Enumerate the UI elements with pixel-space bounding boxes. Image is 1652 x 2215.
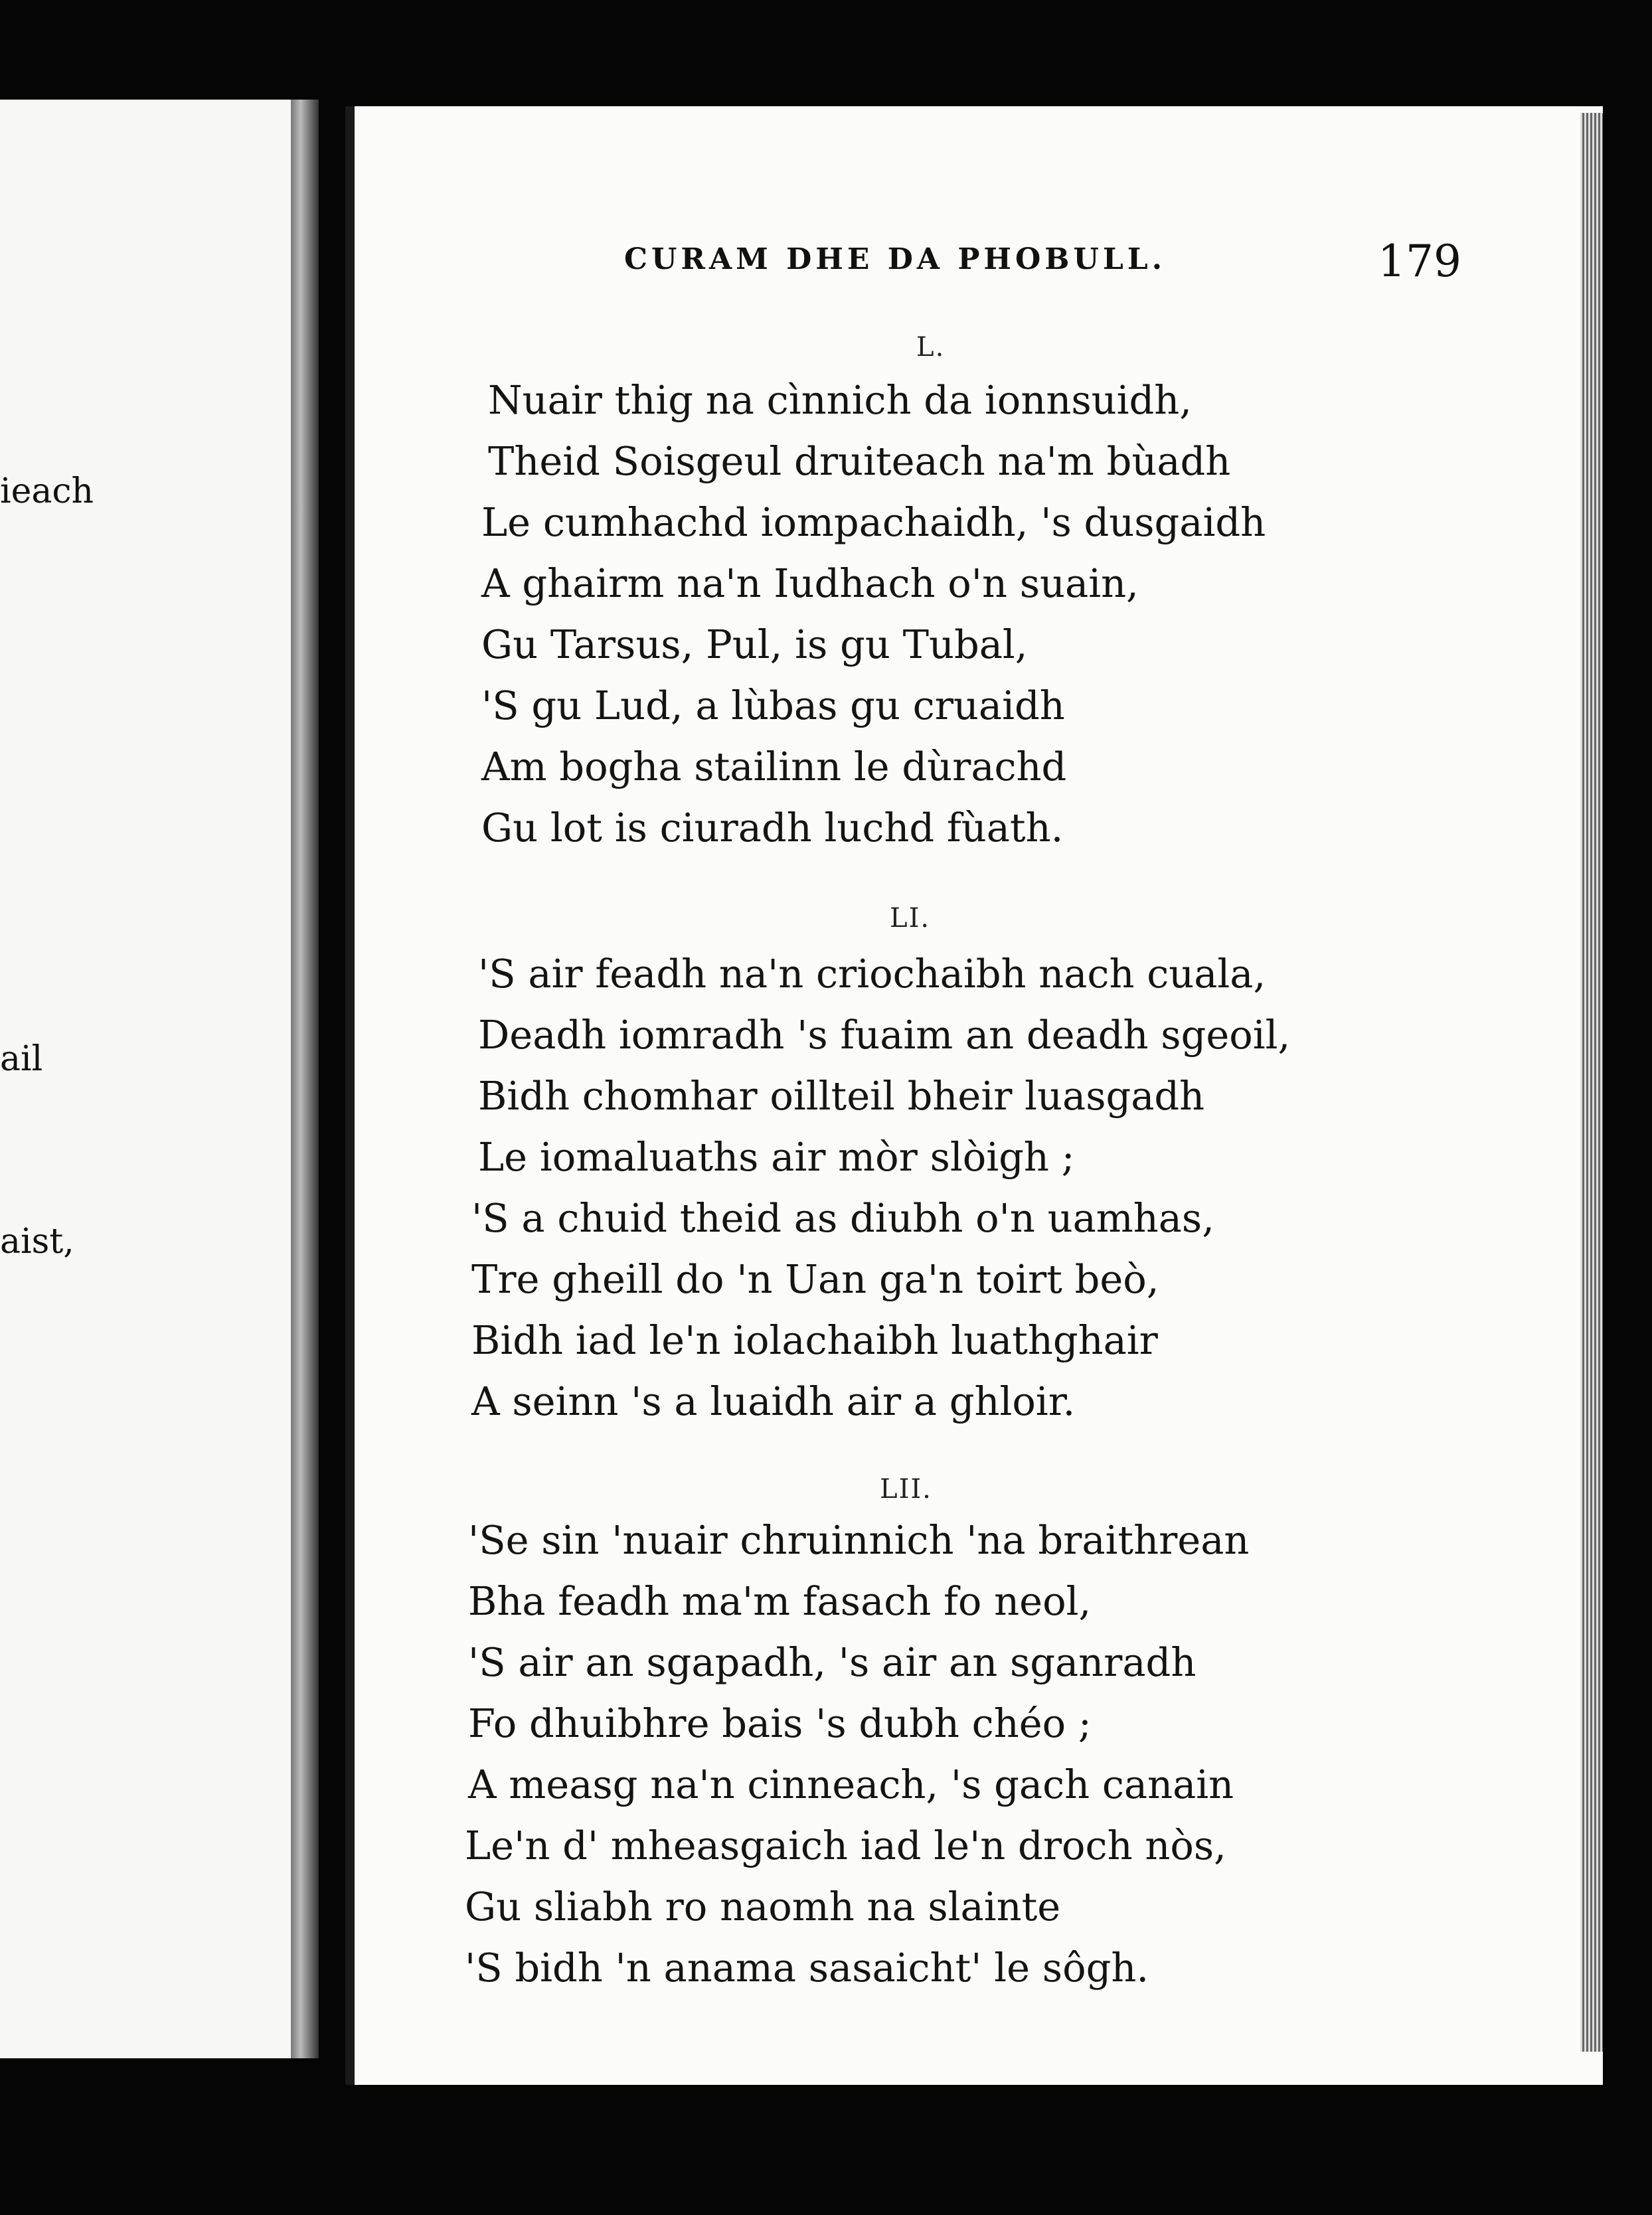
stanza-number: L. — [916, 332, 946, 363]
verse-line: A measg na'n cinneach, 's gach canain — [468, 1762, 1234, 1807]
verse-line: Le'n d' mheasgaich iad le'n droch nòs, — [465, 1823, 1226, 1868]
verse-line: Tre gheill do 'n Uan ga'n toirt beò, — [471, 1256, 1159, 1302]
running-head: CURAM DHE DA PHOBULL. — [624, 242, 1167, 276]
verse-line: Theid Soisgeul druiteach na'm bùadh — [488, 438, 1231, 484]
verse-line: Gu lot is ciuradh luchd fùath. — [481, 805, 1064, 851]
verse-line: A ghairm na'n Iudhach o'n suain, — [481, 560, 1139, 606]
verse-line: 'S bidh 'n anama sasaicht' le sôgh. — [465, 1945, 1149, 1991]
book-gutter — [291, 100, 319, 2058]
stanza-number: LII. — [880, 1474, 932, 1505]
left-page — [0, 100, 299, 2058]
stanza-number: LI. — [890, 903, 931, 934]
verse-line: Bidh iad le'n iolachaibh luathghair — [471, 1317, 1158, 1363]
verse-line: 'S gu Lud, a lùbas gu cruaidh — [481, 683, 1065, 728]
verse-line: 'Se sin 'nuair chruinnich 'na braithrean — [468, 1517, 1250, 1563]
verse-line: 'S a chuid theid as diubh o'n uamhas, — [471, 1195, 1214, 1241]
verse-line: Fo dhuibhre bais 's dubh chéo ; — [468, 1700, 1092, 1746]
left-page-fragment: ail — [0, 1039, 43, 1079]
verse-line: Le iomaluaths air mòr slòigh ; — [478, 1134, 1075, 1180]
verse-line: Gu sliabh ro naomh na slainte — [465, 1884, 1061, 1929]
page-edges — [1580, 113, 1603, 2052]
verse-line: 'S air an sgapadh, 's air an sganradh — [468, 1639, 1197, 1685]
page-number: 179 — [1378, 236, 1461, 287]
verse-line: 'S air feadh na'n criochaibh nach cuala, — [478, 951, 1266, 997]
left-page-fragment: aist, — [0, 1222, 74, 1262]
verse-line: Le cumhachd iompachaidh, 's dusgaidh — [481, 499, 1266, 545]
verse-line: Deadh iomradh 's fuaim an deadh sgeoil, — [478, 1012, 1291, 1058]
verse-line: Bidh chomhar oillteil bheir luasgadh — [478, 1073, 1205, 1119]
verse-line: Gu Tarsus, Pul, is gu Tubal, — [481, 621, 1028, 667]
verse-line: Nuair thig na cìnnich da ionnsuidh, — [488, 377, 1192, 423]
verse-line: Am bogha stailinn le dùrachd — [481, 744, 1067, 789]
verse-line: A seinn 's a luaidh air a ghloir. — [471, 1378, 1076, 1424]
verse-line: Bha feadh ma'm fasach fo neol, — [468, 1578, 1092, 1624]
left-page-fragment: ieach — [0, 471, 94, 511]
